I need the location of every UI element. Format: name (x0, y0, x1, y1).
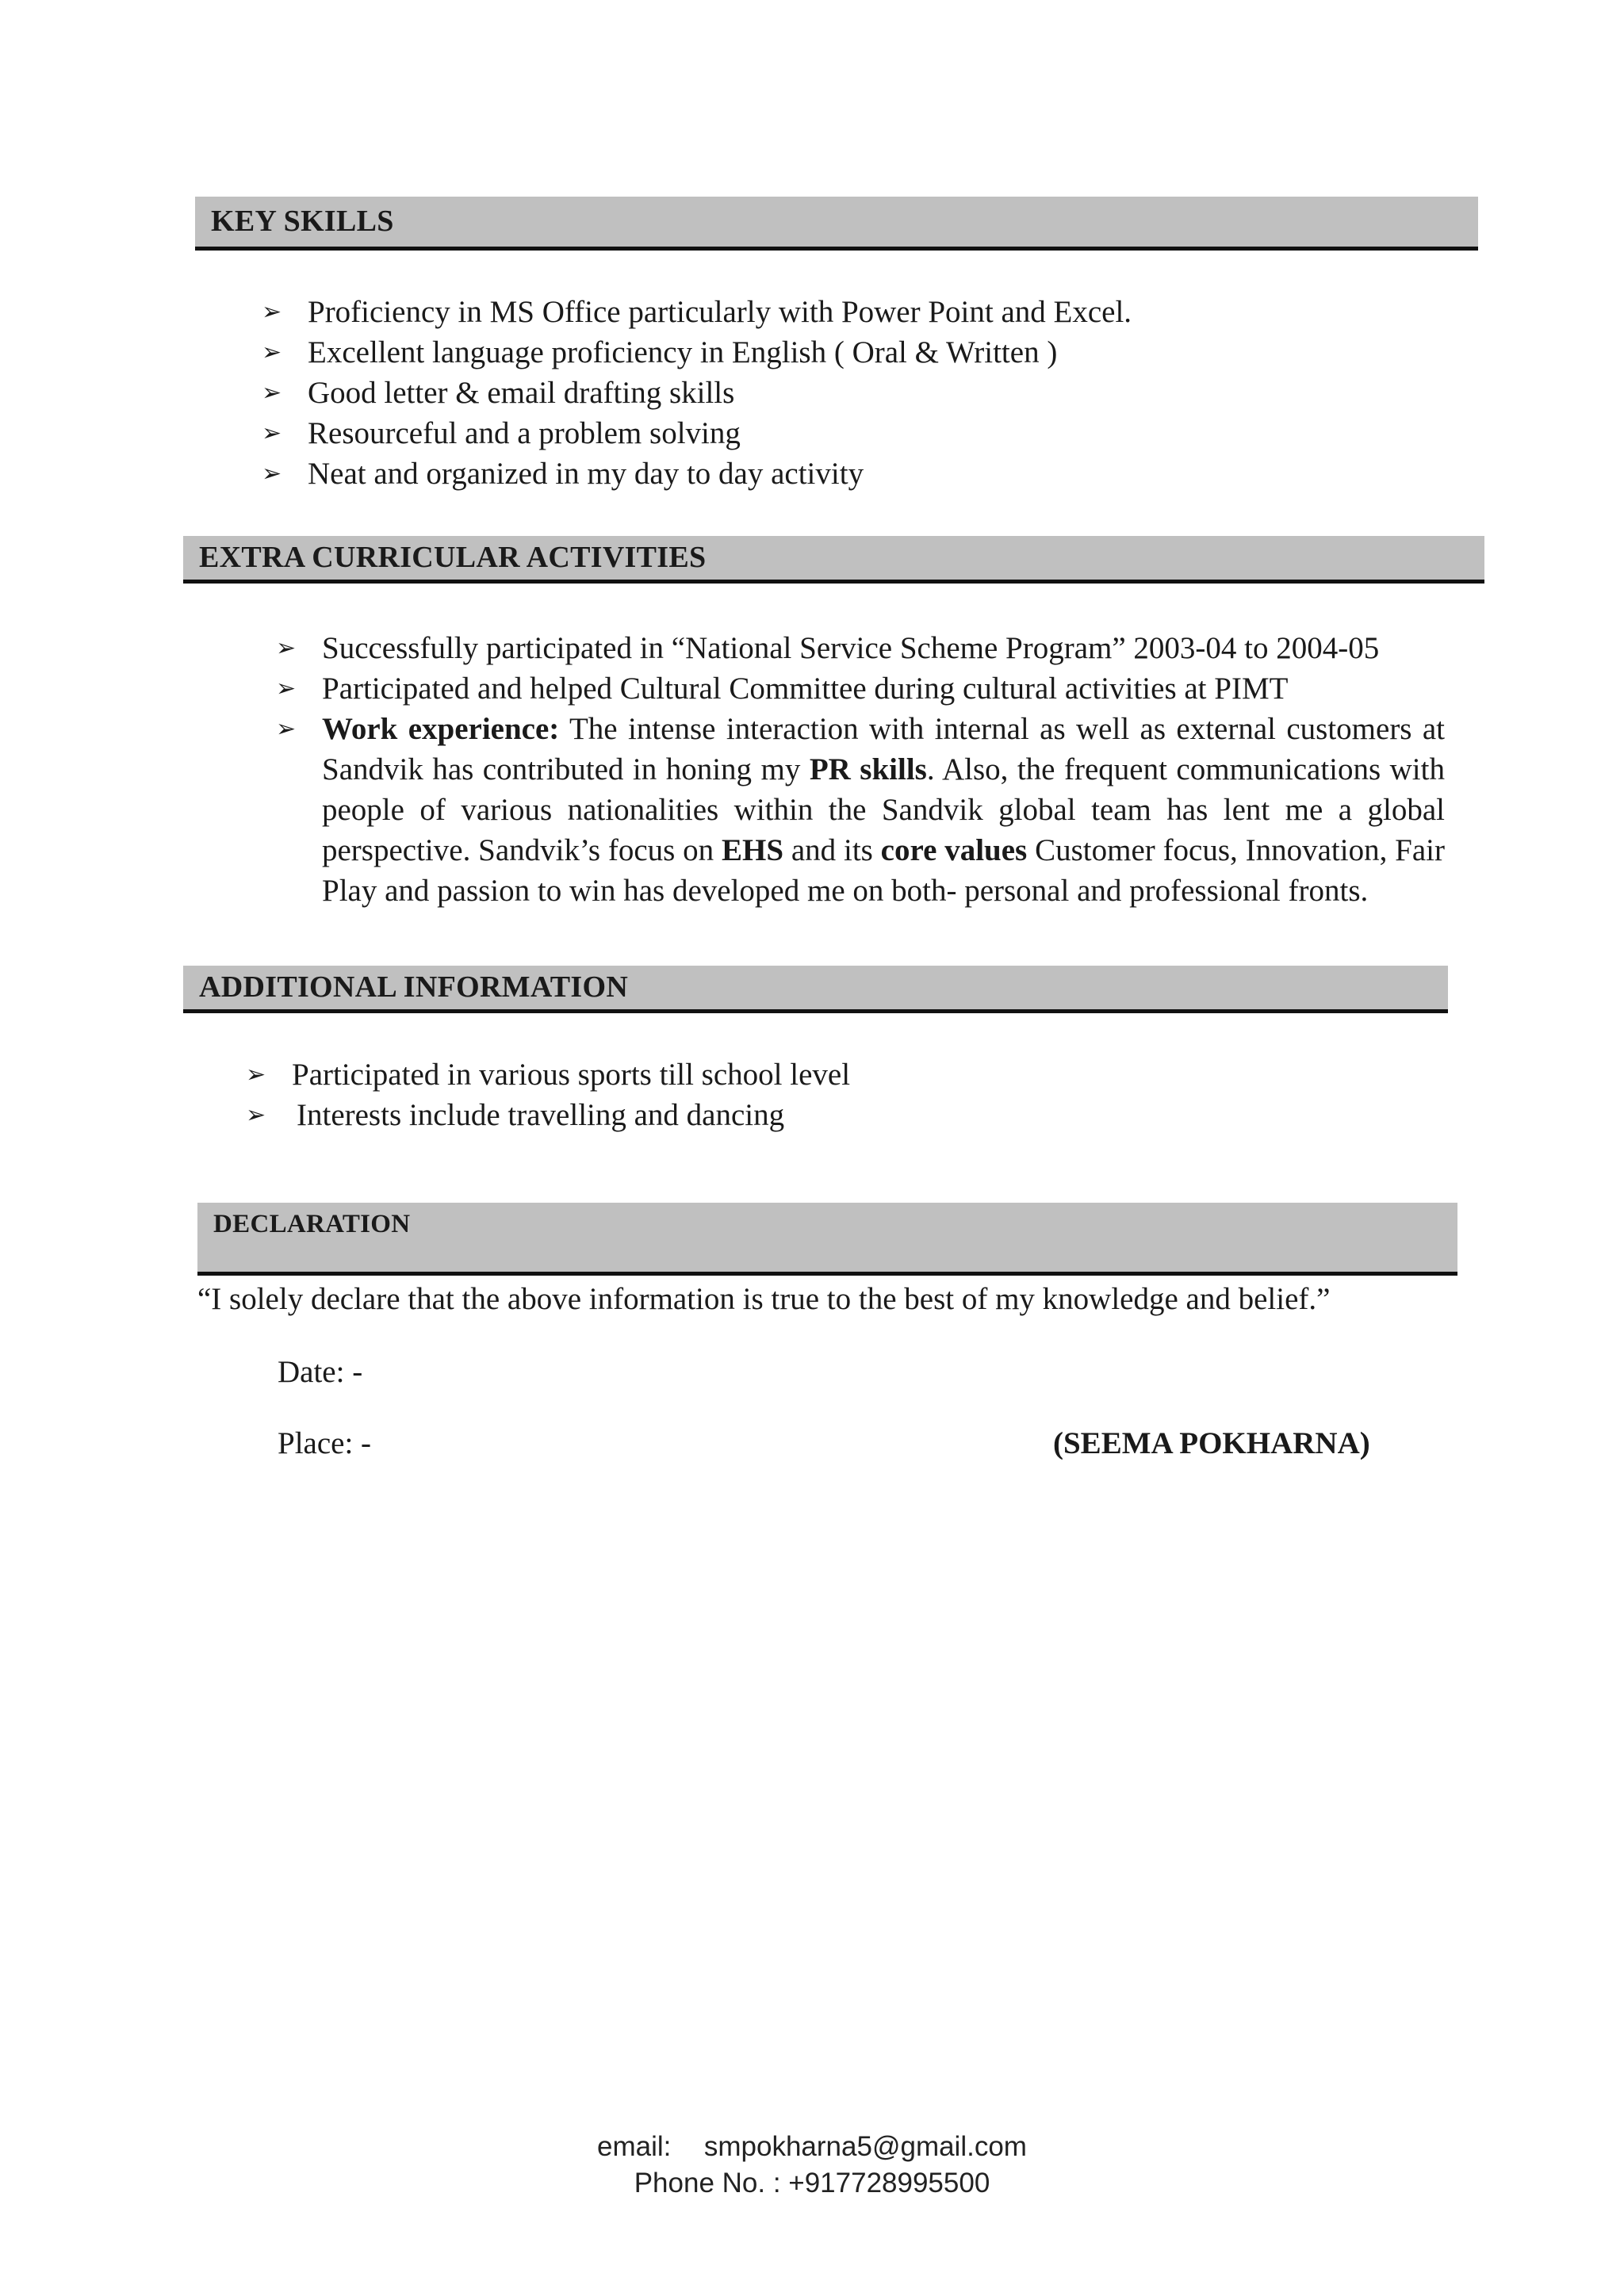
list-item: ➢ Excellent language proficiency in English ( Oral & Written ) (262, 332, 1499, 373)
arrow-bullet-icon: ➢ (262, 298, 282, 326)
work-experience-label: Work experience: (322, 712, 560, 746)
list-item: ➢ Participated and helped Cultural Committee during cultural activities at PIMT (276, 668, 1445, 709)
footer-phone-line: Phone No. : +917728995500 (634, 2168, 990, 2198)
additional-info-title: ADDITIONAL INFORMATION (199, 970, 629, 1004)
list-item: ➢ Resourceful and a problem solving (262, 413, 1499, 453)
arrow-bullet-icon: ➢ (262, 339, 282, 366)
list-item: ➢ Participated in various sports till school level (246, 1054, 1483, 1095)
key-skills-title: KEY SKILLS (211, 205, 394, 238)
email-link[interactable]: smpokharna5@gmail.com (703, 2131, 1027, 2162)
arrow-bullet-icon: ➢ (276, 715, 297, 743)
arrow-bullet-icon: ➢ (276, 675, 297, 702)
signature-name: (SEEMA POKHARNA) (1053, 1426, 1370, 1460)
list-item: ➢ Good letter & email drafting skills (262, 373, 1499, 413)
arrow-bullet-icon: ➢ (246, 1061, 266, 1089)
additional-info-header (183, 966, 1448, 1013)
work-experience-item: ➢ Work experience: The intense interaction with internal as well as external customers at Sandvik has contributed in honing my PR skills. Also, the frequent communications with people of various nationalities within the Sandvik global team has lent me a global perspective. Sandvik’s focus on EHS and its core values Customer focus, Innovation, Fair Play and passion to win has developed me on both- personal and professional fronts. (276, 709, 1445, 911)
list-item: ➢ Interests include travelling and dancing (246, 1095, 1483, 1135)
key-skills-header (195, 197, 1478, 251)
key-skills-list (262, 292, 1499, 494)
email-label: email: (597, 2131, 672, 2162)
additional-info-list (246, 1054, 1483, 1135)
declaration-title: DECLARATION (213, 1210, 411, 1238)
arrow-bullet-icon: ➢ (262, 460, 282, 488)
declaration-header (197, 1203, 1457, 1276)
list-item: ➢ Successfully participated in “National Service Scheme Program” 2003-04 to 2004-05 (276, 628, 1445, 668)
date-label: Date: - (278, 1355, 363, 1389)
list-item: ➢ Proficiency in MS Office particularly with Power Point and Excel. (262, 292, 1499, 332)
declaration-statement: “I solely declare that the above information is true to the best of my knowledge and belief.” (197, 1282, 1331, 1316)
arrow-bullet-icon: ➢ (262, 379, 282, 407)
extra-curricular-list (276, 628, 1445, 911)
extra-curricular-header (183, 536, 1484, 584)
footer-email-line (0, 2131, 1624, 2163)
extra-curricular-title: EXTRA CURRICULAR ACTIVITIES (199, 541, 707, 574)
arrow-bullet-icon: ➢ (246, 1101, 266, 1129)
arrow-bullet-icon: ➢ (276, 634, 297, 662)
place-label: Place: - (278, 1426, 372, 1460)
arrow-bullet-icon: ➢ (262, 419, 282, 447)
list-item: ➢ Neat and organized in my day to day activity (262, 453, 1499, 494)
